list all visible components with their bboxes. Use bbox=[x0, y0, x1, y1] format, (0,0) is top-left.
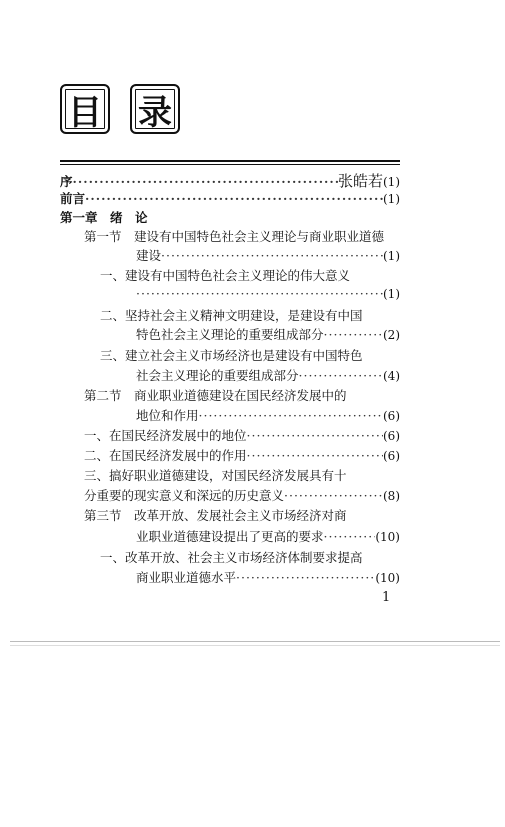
toc-page: (2) bbox=[383, 328, 400, 342]
toc-item-1-3-cont bbox=[136, 366, 400, 384]
toc-label: 地位和作用 bbox=[136, 408, 199, 423]
toc-page: (1) bbox=[383, 287, 400, 301]
toc-leader bbox=[324, 327, 383, 342]
toc-section-2 bbox=[84, 386, 347, 404]
toc-label: 商业职业道德水平 bbox=[136, 570, 237, 585]
toc-section-3 bbox=[84, 506, 347, 524]
toc-label: 二、在国民经济发展中的作用 bbox=[84, 448, 247, 463]
toc-author: 张皓若 bbox=[337, 172, 383, 190]
toc-page: (1) bbox=[383, 192, 400, 206]
toc-page: (1) bbox=[383, 249, 400, 263]
scan-edge-line-2 bbox=[10, 645, 500, 646]
toc-entry-preface bbox=[60, 170, 400, 191]
toc-item-2-3-cont bbox=[84, 486, 400, 504]
toc-section-2-cont bbox=[136, 406, 400, 424]
toc-leader bbox=[324, 529, 376, 544]
toc-label: 三、建立社会主义市场经济也是建设有中国特色 bbox=[100, 348, 363, 363]
toc-leader bbox=[161, 248, 383, 263]
toc-item-3-1-cont bbox=[136, 568, 400, 586]
toc-leader bbox=[247, 428, 383, 443]
toc-label: 建设 bbox=[136, 248, 162, 263]
toc-label: 社会主义理论的重要组成部分 bbox=[136, 368, 299, 383]
toc-item-1-1-cont bbox=[136, 286, 400, 301]
toc-leader bbox=[85, 191, 383, 206]
toc-page: (1) bbox=[383, 175, 400, 189]
toc-item-2-3 bbox=[84, 466, 347, 484]
toc-item-1-2 bbox=[100, 306, 363, 324]
title-text-1: 目 bbox=[68, 92, 102, 133]
toc-entry-foreword bbox=[60, 189, 400, 207]
toc-page: (10) bbox=[375, 571, 400, 585]
scan-edge-line bbox=[10, 641, 500, 642]
toc-page: (6) bbox=[383, 429, 400, 443]
toc-chapter-1 bbox=[60, 208, 148, 226]
toc-label: 业职业道德建设提出了更高的要求 bbox=[136, 529, 324, 544]
toc-label: 第二节 商业职业道德建设在国民经济发展中的 bbox=[84, 388, 347, 403]
toc-page: (6) bbox=[383, 409, 400, 423]
toc-page: (4) bbox=[383, 369, 400, 383]
toc-item-2-1 bbox=[84, 426, 400, 444]
toc-label: 一、建设有中国特色社会主义理论的伟大意义 bbox=[100, 268, 351, 283]
toc-leader bbox=[299, 368, 383, 383]
toc-section-1 bbox=[84, 227, 384, 245]
toc-label: 一、在国民经济发展中的地位 bbox=[84, 428, 247, 443]
toc-page: (8) bbox=[383, 489, 400, 503]
top-rule-thick bbox=[60, 160, 400, 162]
toc-label: 第一章 绪 论 bbox=[60, 210, 148, 225]
title-text-2: 录 bbox=[138, 92, 172, 133]
toc-label: 序 bbox=[60, 174, 73, 189]
toc-item-1-2-cont bbox=[136, 325, 400, 343]
title-char-1 bbox=[60, 84, 110, 134]
toc-label: 第三节 改革开放、发展社会主义市场经济对商 bbox=[84, 508, 347, 523]
toc-item-3-1 bbox=[100, 548, 363, 566]
title-char-2 bbox=[130, 84, 180, 134]
toc-label: 第一节 建设有中国特色社会主义理论与商业职业道德 bbox=[84, 229, 385, 244]
toc-leader bbox=[136, 286, 383, 301]
toc-leader bbox=[236, 570, 375, 585]
top-rule-thin bbox=[60, 164, 400, 165]
toc-item-2-2 bbox=[84, 446, 400, 464]
toc-section-3-cont bbox=[136, 527, 400, 545]
toc-label: 前言 bbox=[60, 191, 86, 206]
toc-label: 分重要的现实意义和深远的历史意义 bbox=[84, 488, 285, 503]
toc-item-1-1 bbox=[100, 266, 350, 284]
toc-leader bbox=[199, 408, 383, 423]
toc-label: 三、搞好职业道德建设，对国民经济发展具有十 bbox=[84, 468, 347, 483]
page-number: 1 bbox=[382, 590, 391, 605]
toc-page: (10) bbox=[375, 530, 400, 544]
toc-leader bbox=[247, 448, 383, 463]
toc-label: 二、坚持社会主义精神文明建设，是建设有中国 bbox=[100, 308, 363, 323]
toc-label: 特色社会主义理论的重要组成部分 bbox=[136, 327, 324, 342]
toc-page: (6) bbox=[383, 449, 400, 463]
toc-item-1-3 bbox=[100, 346, 363, 364]
toc-section-1-cont bbox=[136, 246, 400, 264]
toc-leader bbox=[73, 174, 338, 189]
toc-leader bbox=[284, 488, 383, 503]
toc-label: 一、改革开放、社会主义市场经济体制要求提高 bbox=[100, 550, 363, 565]
